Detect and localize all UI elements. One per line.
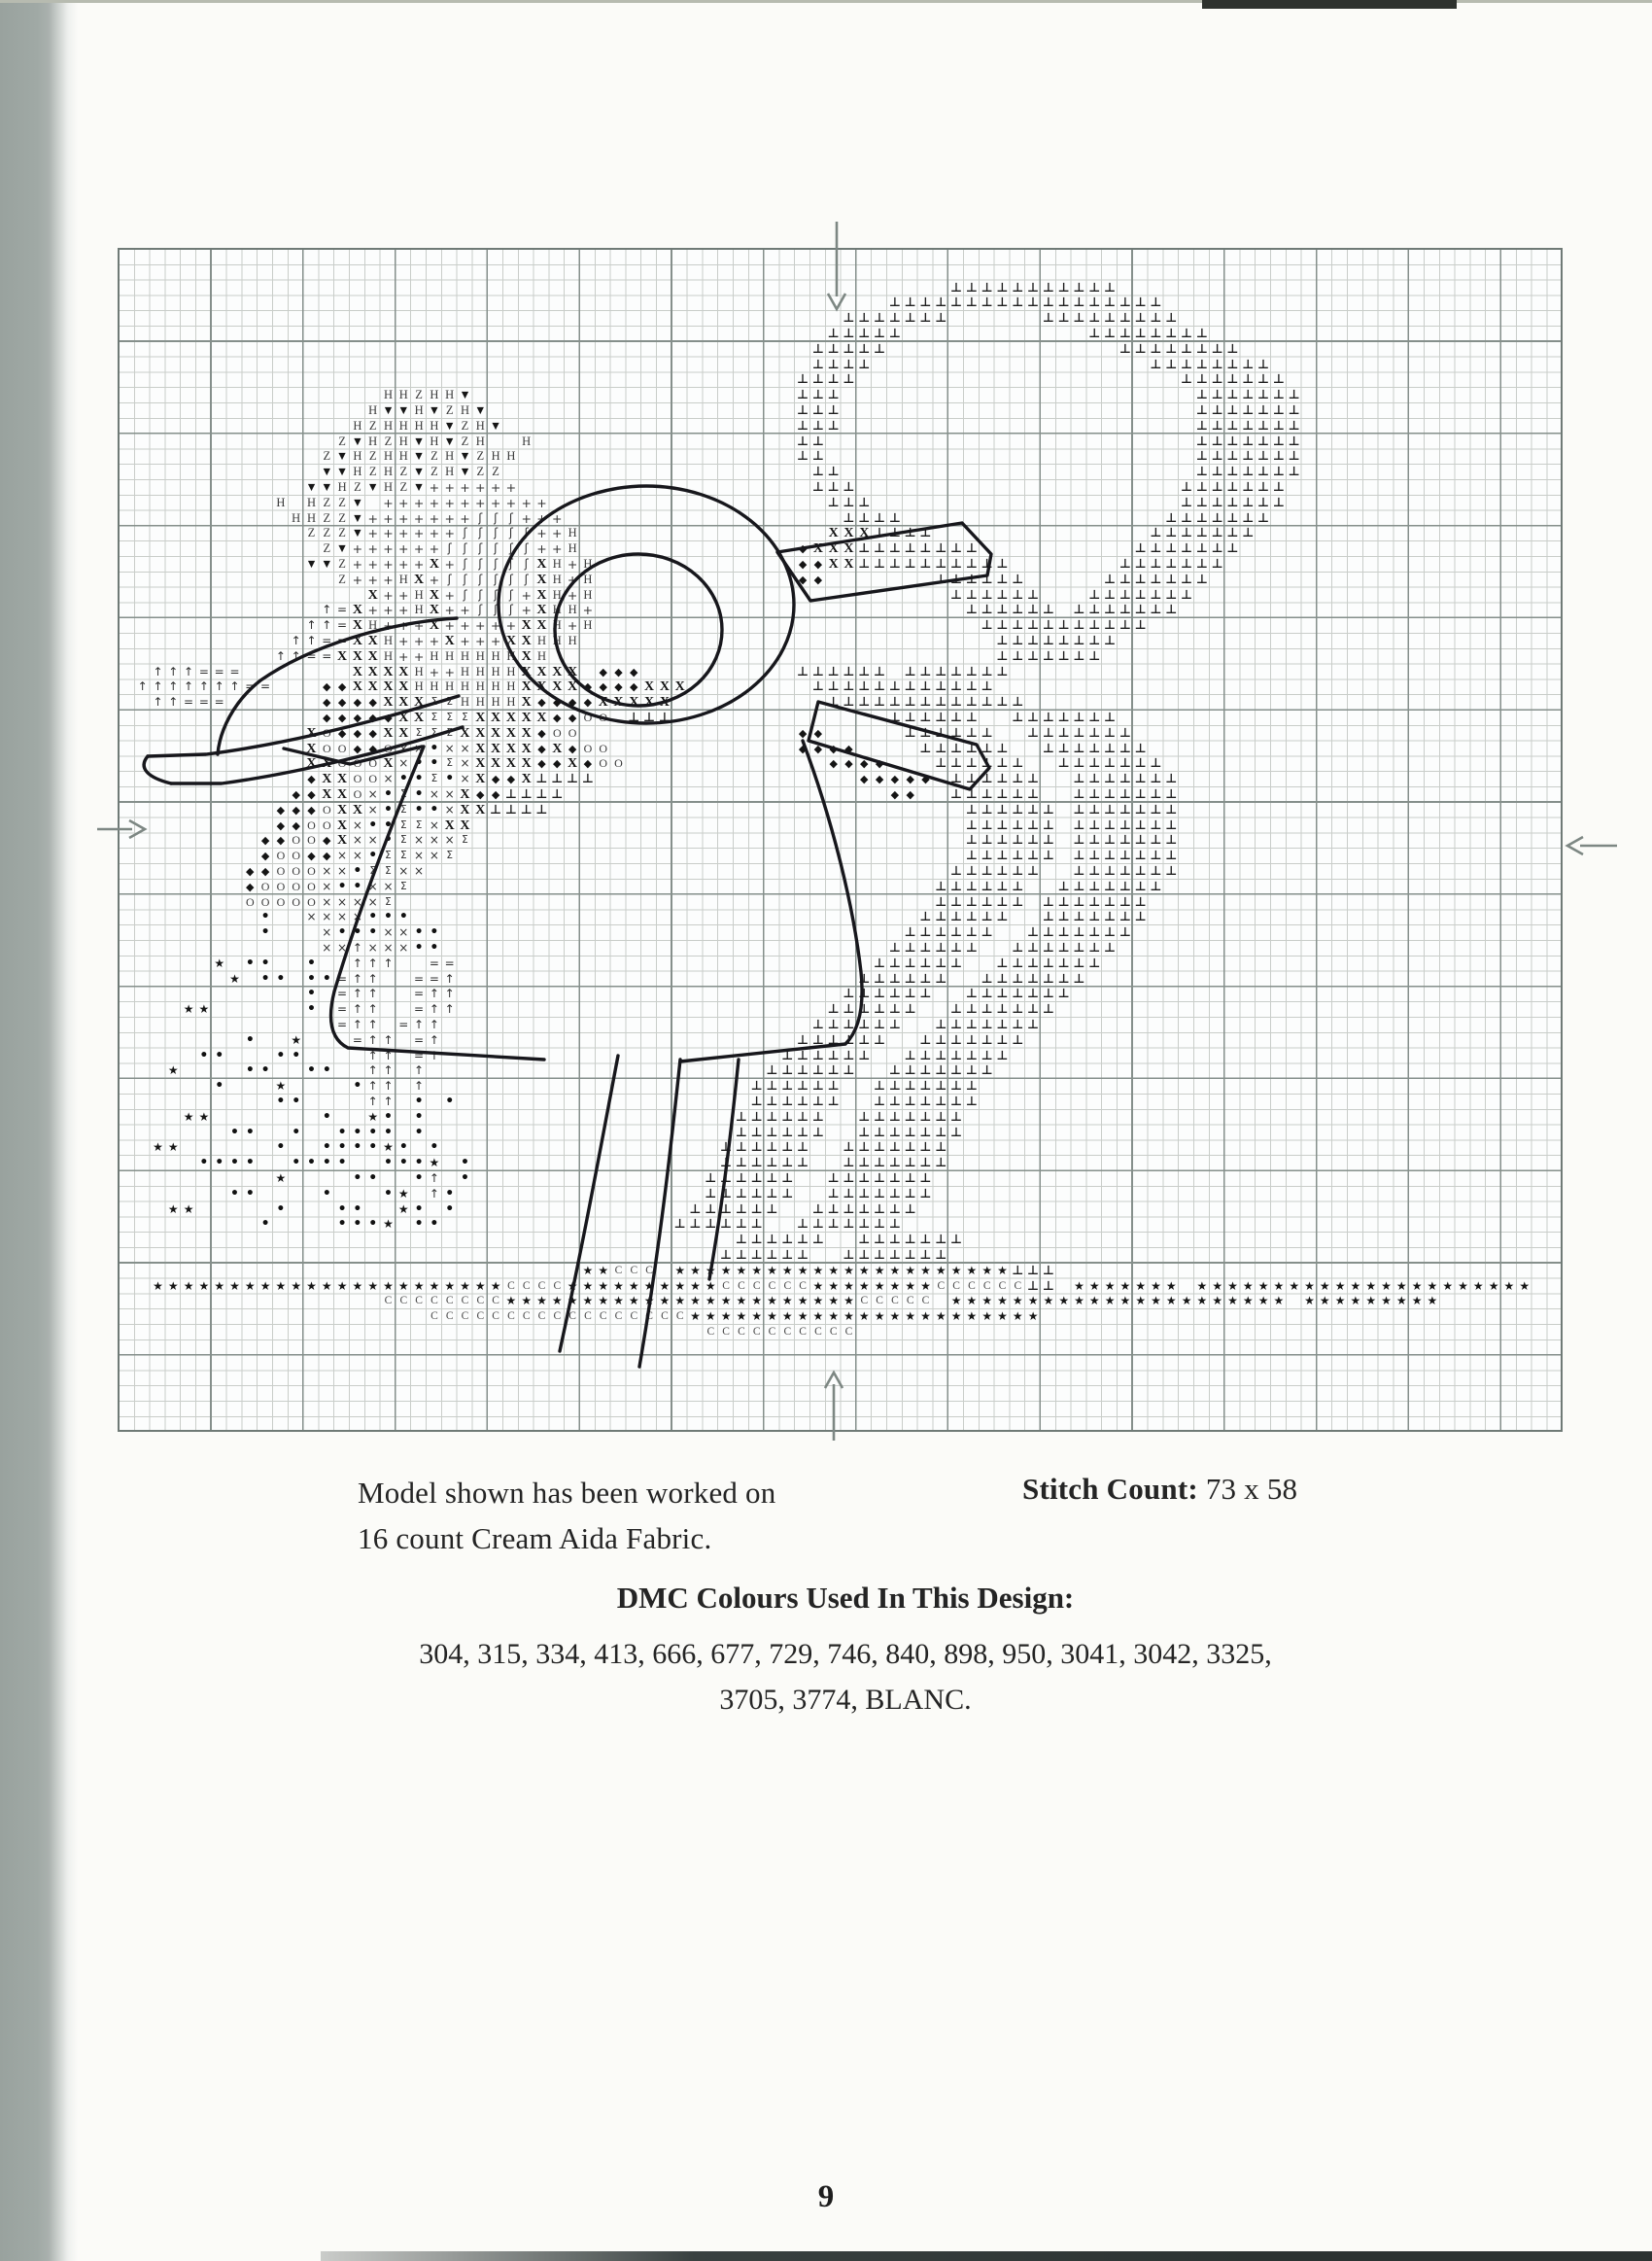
scan-top-dark-strip [1202, 0, 1457, 9]
fabric-note [358, 1470, 775, 1561]
stitch-count-label: Stitch Count: [1022, 1472, 1198, 1506]
scan-bottom-bar [321, 2251, 1652, 2261]
fabric-note-line2: 16 count Cream Aida Fabric. [358, 1521, 712, 1555]
page-number: 9 [817, 2179, 835, 2214]
dmc-colours-heading: DMC Colours Used In This Design: [616, 1581, 1075, 1615]
dmc-colours-line2: 3705, 3774, BLANC. [719, 1684, 972, 1716]
stitch-grid: ⊥ ⊥ ⊥ ⊥ ⊥ ⊥ ⊥ ⊥ ⊥ ⊥ ⊥ ⊥ ⊥ ⊥ ⊥ ⊥ ⊥ ⊥ ⊥ ⊥ ⊥ ⊥ ⊥ ⊥ ⊥ ⊥ ⊥ ⊥ ⊥ ⊥ ⊥ ⊥ ⊥ ⊥ ⊥ ⊥ ⊥ ⊥ ⊥ ⊥ ⊥ ⊥ ⊥ ⊥ ⊥ ⊥ ⊥ ⊥ ⊥ ⊥ ⊥ ⊥ ⊥ ⊥ ⊥ ⊥ ⊥ ⊥ ⊥ ⊥ ⊥ ⊥ ⊥ ⊥ ⊥ ⊥ ⊥ ⊥ ⊥ ⊥ ⊥ ⊥ ⊥ ⊥ ⊥ ⊥ ⊥ ⊥ ⊥ ⊥ ⊥ ⊥ ⊥ ⊥ ⊥ ⊥ ⊥ ⊥ ⊥ ⊥ ⊥ ⊥ ⊥ ⊥ H H Z H H ▼ ⊥ ⊥ ⊥ ⊥ ⊥ ⊥ ⊥ ⊥ ⊥ ⊥ H ▼ ▼ H ▼ Z H ▼ ⊥ ⊥ ⊥ ⊥ ⊥ ⊥ ⊥ ⊥ ⊥ ⊥ H Z H H H H ▼ Z H ▼ ⊥ ⊥ ⊥ ⊥ ⊥ ⊥ ⊥ ⊥ ⊥ ⊥ Z ▼ H Z H ▼ H ▼ Z H H ⊥ ⊥ ⊥ ⊥ ⊥ ⊥ ⊥ ⊥ ⊥ Z ▼ H Z H H ▼ Z H ▼ Z H H ⊥ ⊥ ⊥ ⊥ ⊥ ⊥ ⊥ ⊥ ⊥ ▼ ▼ H Z H Z ▼ Z H ▼ Z Z ⊥ ⊥ ⊥ ⊥ ⊥ ⊥ ⊥ ⊥ ⊥ ▼ ▼ H Z ▼ H Z ▼ + + + + + + ⊥ ⊥ ⊥ ⊥ ⊥ ⊥ ⊥ ⊥ ⊥ ⊥ H H Z Z ▼ + + + + + + + + + + + ⊥ ⊥ ⊥ ⊥ ⊥ ⊥ ⊥ ⊥ ⊥ ⊥ H H Z Z ▼ + + + + + + + ʃ ʃ ʃ + + + ⊥ ⊥ ⊥ ⊥ ⊥ ⊥ ⊥ ⊥ ⊥ ⊥ ⊥ Z Z Z ▼ + + + + + + ʃ ʃ ʃ ʃ ʃ + + H X X X ⊥ ⊥ ⊥ ⊥ ⊥ ⊥ ⊥ ⊥ ⊥ ⊥ ⊥ Z ▼ + + + + + + ʃ ʃ ʃ ʃ ʃ ʃ + + H ◆ X X X ⊥ ⊥ ⊥ ⊥ ⊥ ⊥ ⊥ ⊥ ⊥ ⊥ ⊥ ⊥ ⊥ ⊥ ⊥ ▼ ▼ Z + + + + + X + ʃ ʃ ʃ ʃ ʃ X H + H ◆ ◆ X X ⊥ ⊥ ⊥ ⊥ ⊥ ⊥ ⊥ ⊥ ⊥ ⊥ ⊥ ⊥ ⊥ ⊥ ⊥ ⊥ ⊥ Z + + + H X + ʃ ʃ ʃ ʃ ʃ ʃ X H + H ◆ ◆ ⊥ ⊥ ⊥ ⊥ ⊥ ⊥ ⊥ ⊥ ⊥ ⊥ ⊥ ⊥ ⊥ X + + H X + ʃ ʃ ʃ ʃ + X H + H ⊥ ⊥ ⊥ ⊥ ⊥ ⊥ ⊥ ⊥ ⊥ ⊥ ⊥ ⊥ ⊥ ↑ = X + + + H X + + ʃ ʃ ʃ + X H H + ⊥ ⊥ ⊥ ⊥ ⊥ ⊥ ⊥ ⊥ ⊥ ⊥ ⊥ ⊥ ⊥ ↑ ↑ = X H + + + X + + + + + X X H + H ⊥ ⊥ ⊥ ⊥ ⊥ ⊥ ⊥ ⊥ ⊥ ⊥ ⊥ ↑ ↑ = = X X H + + + X + + + X X H H H ⊥ ⊥ ⊥ ⊥ ⊥ ⊥ ⊥ ⊥ ↑ ↑ = = X X X H + + H H H H H H X H ⊥ ⊥ ⊥ ⊥ ⊥ ⊥ ⊥ ↑ ↑ ↑ = = = X X X X H + + H H H H X X X X ◆ ◆ ◆ ⊥ ⊥ ⊥ ⊥ ⊥ ⊥ ⊥ ⊥ ⊥ ⊥ ⊥ ⊥ ⊥ ↑ ↑ ↑ ↑ ↑ ↑ ↑ = = ◆ ◆ X X X X H H H H H H H X X X X ◆ ◆ ◆ ◆ X X X ⊥ ⊥ ⊥ ⊥ ⊥ ⊥ ⊥ ⊥ ⊥ ⊥ ⊥ ⊥ ↑ ↑ = = = ◆ ◆ ◆ ◆ X X X Σ Σ H H H H X ◆ ◆ ◆ ◆ X X X X X ⊥ ⊥ ⊥ ⊥ ⊥ ⊥ ⊥ ⊥ ⊥ ⊥ ⊥ ⊥ ⊥ ◆ ◆ ◆ ◆ ◆ X X Σ Σ Σ X X X X X ◆ ◆ O O ⊥ ⊥ ⊥ ⊥ ⊥ ⊥ ⊥ ⊥ ⊥ ⊥ ⊥ ⊥ ⊥ ⊥ ⊥ ⊥ X O ◆ ◆ ◆ X X Σ Σ Σ X X X X X ◆ O O ◆ ◆ ⊥ ⊥ ⊥ ⊥ ⊥ ⊥ ⊥ ⊥ ⊥ ⊥ ⊥ ⊥ ⊥ X O O ◆ ◆ O × × • × × X X X X ◆ X ◆ O O ◆ ◆ ◆ ◆ ⊥ ⊥ ⊥ ⊥ ⊥ ⊥ ⊥ ⊥ ⊥ ⊥ ⊥ ⊥ ⊥ X X O O O X × • • Σ × X X X X ◆ ◆ X ◆ O O ◆ ◆ ◆ ◆ ⊥ ⊥ ⊥ ⊥ ⊥ ⊥ ⊥ ⊥ ⊥ ⊥ ⊥ ⊥ ⊥ ◆ X X O O × • • Σ • × X ◆ ◆ X ⊥ ⊥ ⊥ ⊥ ◆ ◆ ◆ ◆ ◆ ⊥ ⊥ ⊥ ⊥ ⊥ ⊥ ⊥ ⊥ ⊥ ⊥ ⊥ ⊥ ⊥ ◆ ◆ X X O × • Σ • × × X ◆ ◆ ⊥ ⊥ ⊥ ⊥ ◆ ◆ ⊥ ⊥ ⊥ ⊥ ⊥ ⊥ ⊥ ⊥ ⊥ ⊥ ⊥ ⊥ ⊥ ◆ ◆ ◆ O X X × • Σ • • × X X ⊥ ⊥ ⊥ ⊥ ⊥ ⊥ ⊥ ⊥ ⊥ ⊥ ⊥ ⊥ ⊥ ⊥ ⊥ ⊥ ⊥ ◆ ◆ O O X × • • Σ Σ × X X ⊥ ⊥ ⊥ ⊥ ⊥ ⊥ ⊥ ⊥ ⊥ ⊥ ⊥ ⊥ ⊥ ◆ ◆ O O ◆ X × × • Σ × × × Σ ⊥ ⊥ ⊥ ⊥ ⊥ ⊥ ⊥ ⊥ ⊥ ⊥ ⊥ ⊥ ⊥ ◆ O O ◆ ◆ × × • Σ Σ × × Σ ⊥ ⊥ ⊥ ⊥ ⊥ ⊥ ⊥ ⊥ ⊥ ⊥ ⊥ ⊥ ⊥ ◆ ◆ O O O × × • Σ Σ × × ⊥ ⊥ ⊥ ⊥ ⊥ ⊥ ⊥ ⊥ ⊥ ⊥ ⊥ ⊥ ⊥ ◆ O O O O × • • × × Σ ⊥ ⊥ ⊥ ⊥ ⊥ ⊥ ⊥ ⊥ ⊥ ⊥ ⊥ ⊥ ⊥ O O O O O × × × × Σ ⊥ ⊥ ⊥ ⊥ ⊥ ⊥ ⊥ ⊥ ⊥ ⊥ ⊥ ⊥ ⊥ • × × × × • • • ⊥ ⊥ ⊥ ⊥ ⊥ ⊥ ⊥ ⊥ ⊥ ⊥ ⊥ ⊥ ⊥ • × • • • × × • • ⊥ ⊥ ⊥ ⊥ ⊥ ⊥ ⊥ ⊥ ⊥ ⊥ ⊥ ⊥ ⊥ × × ↑ × × × • • ⊥ ⊥ ⊥ ⊥ ⊥ ⊥ ⊥ ⊥ ⊥ ⊥ ⊥ ⊥ ⊥ ★ • • • ↑ ↑ ↑ = = ⊥ ⊥ ⊥ ⊥ ⊥ ⊥ ⊥ ⊥ ⊥ ⊥ ⊥ ⊥ ⊥ ★ • • • • = ↑ ↑ = = ↑ ⊥ ⊥ ⊥ ⊥ ⊥ ⊥ ⊥ ⊥ ⊥ ⊥ ⊥ ⊥ ⊥ • = ↑ ↑ = ↑ ↑ ⊥ ⊥ ⊥ ⊥ ⊥ ⊥ ⊥ ⊥ ⊥ ⊥ ⊥ ⊥ ⊥ ★ ★ • = ↑ ↑ = ↑ ↑ ⊥ ⊥ ⊥ ⊥ ⊥ ⊥ ⊥ ⊥ ⊥ ⊥ ⊥ ⊥ ⊥ = ↑ ↑ = ↑ ↑ ⊥ ⊥ ⊥ ⊥ ⊥ ⊥ ⊥ ⊥ ⊥ ⊥ ⊥ ⊥ ⊥ • ★ = ↑ ↑ = ↑ ⊥ ⊥ ⊥ ⊥ ⊥ ⊥ ⊥ ⊥ ⊥ ⊥ ⊥ ⊥ ⊥ • • • • ↑ ↑ = ↑ ⊥ ⊥ ⊥ ⊥ ⊥ ⊥ ⊥ ⊥ ⊥ ⊥ ⊥ ⊥ ⊥ ★ • • • • ↑ ↑ ↑ ⊥ ⊥ ⊥ ⊥ ⊥ ⊥ ⊥ ⊥ ⊥ ⊥ ⊥ ⊥ ⊥ • ★ • ↑ ↑ ↑ ⊥ ⊥ ⊥ ⊥ ⊥ ⊥ ⊥ ⊥ ⊥ ⊥ ⊥ ⊥ ⊥ • • ↑ ↑ • • ⊥ ⊥ ⊥ ⊥ ⊥ ⊥ ⊥ ⊥ ⊥ ⊥ ⊥ ⊥ ⊥ ★ ★ • ★ • • ⊥ ⊥ ⊥ ⊥ ⊥ ⊥ ⊥ ⊥ ⊥ ⊥ ⊥ ⊥ ⊥ • • • • • • • • ⊥ ⊥ ⊥ ⊥ ⊥ ⊥ ⊥ ⊥ ⊥ ⊥ ⊥ ⊥ ⊥ ★ ★ • • • • • ★ • • ⊥ ⊥ ⊥ ⊥ ⊥ ⊥ ⊥ ⊥ ⊥ ⊥ ⊥ ⊥ ⊥ • • • • • • • • • • • ★ • ⊥ ⊥ ⊥ ⊥ ⊥ ⊥ ⊥ ⊥ ⊥ ⊥ ⊥ ⊥ ⊥ ★ • • • ↑ • ⊥ ⊥ ⊥ ⊥ ⊥ ⊥ ⊥ ⊥ ⊥ ⊥ ⊥ ⊥ ⊥ • • • • ★ ↑ • ⊥ ⊥ ⊥ ⊥ ⊥ ⊥ ⊥ ⊥ ⊥ ⊥ ⊥ ⊥ ⊥ ★ ★ • • • ★ • • ⊥ ⊥ ⊥ ⊥ ⊥ ⊥ ⊥ ⊥ ⊥ ⊥ ⊥ ⊥ ⊥ • • • • ★ • • ⊥ ⊥ ⊥ ⊥ ⊥ ⊥ ⊥ ⊥ ⊥ ⊥ ⊥ ⊥ ⊥ ⊥ ⊥ ⊥ ⊥ ⊥ ⊥ ⊥ ⊥ ⊥ ⊥ ⊥ ⊥ ⊥ ⊥ ⊥ ⊥ ⊥ ⊥ ⊥ ⊥ ⊥ ⊥ ⊥ ⊥ ⊥ ⊥ ★ ★ C C C ★ ★ ★ ★ ★ ★ ★ ★ ★ ★ ★ ★ ★ ★ ★ ★ ★ ★ ★ ★ ★ ★ ⊥ ⊥ ⊥ ★ ★ ★ ★ ★ ★ ★ ★ ★ ★ ★ ★ ★ ★ ★ ★ ★ ★ ★ ★ ★ ★ ★ C C C C ★ ★ ★ ★ ★ ★ ★ ★ ★ ★ C C C C C C ★ ★ ★ ★ ★ ★ ★ ★ C C C C C C ⊥ ⊥ ★ ★ ★ ★ ★ ★ ★ ★ ★ ★ ★ ★ ★ ★ ★ ★ ★ ★ ★ ★ ★ ★ ★ ★ ★ ★ ★ ★ ★ C C C C C C C C ★ ★ ★ ★ ★ ★ ★ ★ ★ ★ ★ ★ ★ ★ ★ ★ ★ ★ ★ ★ ★ ★ ★ C C C C C ★ ★ ★ ★ ★ ★ ★ ★ ★ ★ ★ ★ ★ ★ ★ ★ ★ ★ ★ ★ ★ ★ ★ ★ ★ ★ ★ ★ ★ ★ ★ C C C C C C C C C C C C C C C C C ★ ★ ★ ★ ★ ★ ★ ★ ★ ★ ★ ★ ★ ★ ★ ★ ★ ★ ★ ★ ★ ★ ★ C C C C C C C C C C [118, 248, 1563, 1432]
center-marker-arrowhead [1567, 837, 1583, 854]
stitch-count [1022, 1472, 1297, 1507]
book-spine-scan-band [0, 0, 78, 2261]
dmc-colours-line1: 304, 315, 334, 413, 666, 677, 729, 746, 840, 898, 950, 3041, 3042, 3325, [419, 1638, 1272, 1670]
stitch-count-value: 73 x 58 [1197, 1472, 1298, 1506]
dmc-colours-block [214, 1581, 1477, 1722]
fabric-note-line1: Model shown has been worked on [358, 1476, 776, 1510]
